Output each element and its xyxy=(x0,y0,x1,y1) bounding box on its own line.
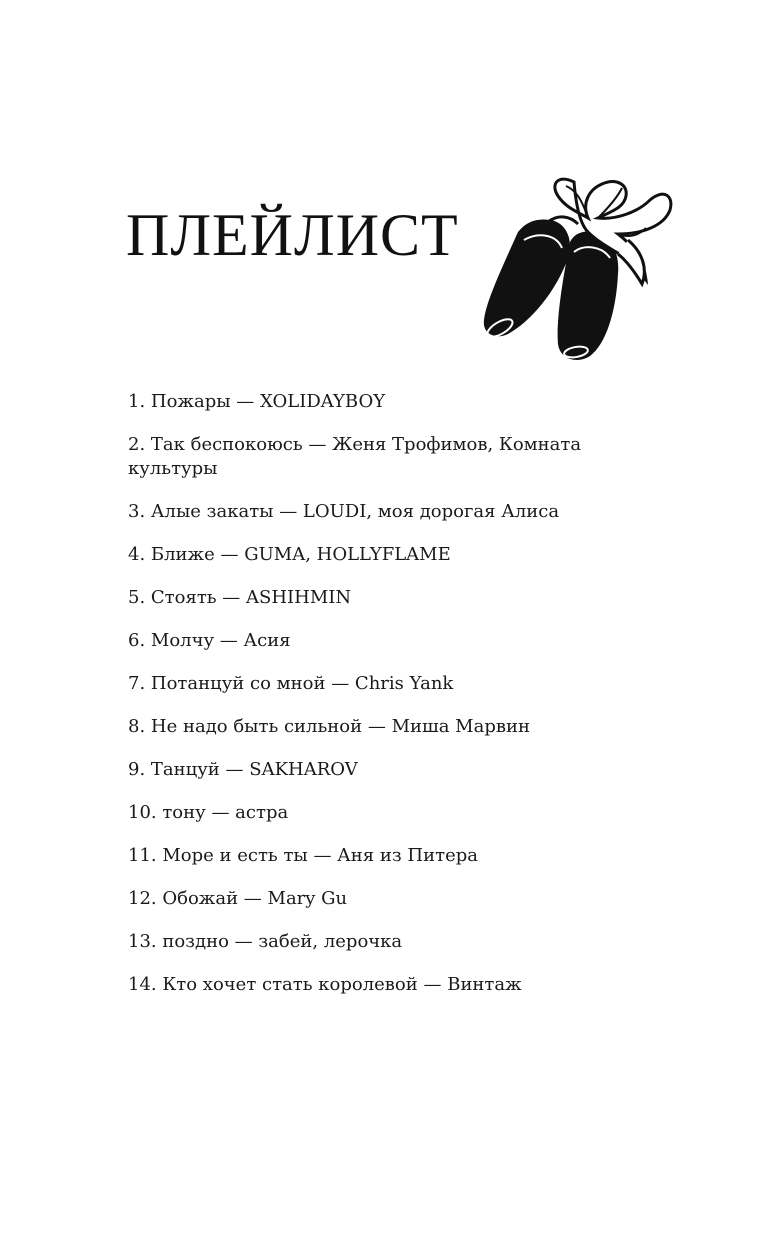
left-shoe xyxy=(484,220,570,337)
list-item: 14. Кто хочет стать королевой — Винтаж xyxy=(128,974,522,995)
list-item: 6. Молчу — Асия xyxy=(128,630,291,651)
list-item: 1. Пожары — XOLIDAYBOY xyxy=(128,391,386,412)
list-item: 5. Стоять — ASHIHMIN xyxy=(128,587,352,608)
list-item: 8. Не надо быть сильной — Миша Марвин xyxy=(128,716,530,737)
page-title: ПЛЕЙЛИСТ xyxy=(126,202,459,268)
list-item: 7. Потанцуй со мной — Chris Yank xyxy=(128,673,454,694)
playlist xyxy=(128,390,628,1016)
list-item: 13. поздно — забей, лерочка xyxy=(128,931,403,952)
list-item: 4. Ближе — GUMA, HOLLYFLAME xyxy=(128,544,451,565)
list-item: 3. Алые закаты — LOUDI, моя дорогая Алиса xyxy=(128,501,560,522)
list-item: 9. Танцуй — SAKHAROV xyxy=(128,759,358,780)
list-item: 2. Так беспокоюсь — Женя Трофимов, Комната культуры xyxy=(128,434,582,479)
pointe-shoes-icon xyxy=(478,162,678,372)
list-item: 10. тону — астра xyxy=(128,802,289,823)
list-item: 11. Море и есть ты — Аня из Питера xyxy=(128,845,478,866)
list-item: 12. Обожай — Mary Gu xyxy=(128,888,348,909)
